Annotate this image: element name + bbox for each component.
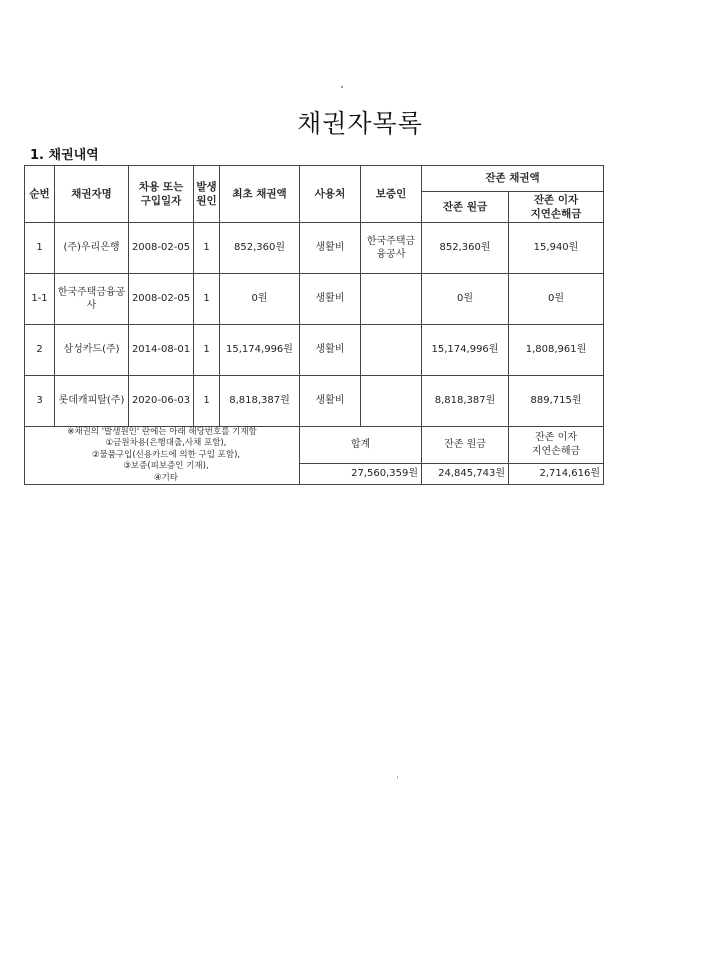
cell-creditor: (주)우리은행 (55, 223, 129, 274)
header-remaining-interest (509, 192, 604, 223)
cell-date: 2008-02-05 (129, 223, 194, 274)
cell-creditor-text: 한국주택금융공 사 (57, 286, 126, 311)
cell-creditor: 삼성카드(주) (55, 325, 129, 376)
note-item: ④기타 (153, 472, 179, 483)
cell-date: 2014-08-01 (129, 325, 194, 376)
cell-initial: 8,818,387원 (220, 376, 300, 427)
scan-speck (341, 86, 343, 88)
cell-creditor: 롯데캐피탈(주) (55, 376, 129, 427)
cell-guarantor (361, 223, 422, 274)
cell-principal: 15,174,996원 (422, 325, 509, 376)
table-row (25, 376, 604, 427)
cell-guarantor (361, 325, 422, 376)
header-guarantor: 보증인 (361, 166, 422, 223)
creditor-table (24, 165, 604, 485)
cell-principal: 852,360원 (422, 223, 509, 274)
totals-principal: 24,845,743원 (422, 463, 509, 485)
cell-guarantor (361, 376, 422, 427)
cell-usage: 생활비 (300, 325, 361, 376)
cell-seq: 1-1 (25, 274, 55, 325)
cell-cause: 1 (194, 376, 220, 427)
cell-principal: 0원 (422, 274, 509, 325)
header-seq: 순번 (25, 166, 55, 223)
totals-interest: 2,714,616원 (509, 463, 604, 485)
header-borrow-date-label: 차용 또는 구입일자 (138, 180, 184, 207)
note-item: ③보증(피보증인 기재), (123, 461, 209, 472)
page-title: 채권자목록 (297, 109, 423, 138)
cell-usage: 생활비 (300, 223, 361, 274)
cell-initial: 852,360원 (220, 223, 300, 274)
cell-interest: 15,940원 (509, 223, 604, 274)
totals-interest-label-cell (509, 427, 604, 464)
header-usage: 사용처 (300, 166, 361, 223)
cell-initial: 15,174,996원 (220, 325, 300, 376)
cell-interest: 1,808,961원 (509, 325, 604, 376)
cell-cause: 1 (194, 325, 220, 376)
header-remaining-interest-label: 잔존 이자 지연손해금 (530, 193, 582, 220)
section-title: 1. 채권내역 (30, 148, 99, 163)
cell-creditor (55, 274, 129, 325)
cell-guarantor (361, 274, 422, 325)
table-row (25, 223, 604, 274)
cell-cause: 1 (194, 274, 220, 325)
totals-label: 합계 (300, 427, 422, 464)
table-row (25, 274, 604, 325)
header-cause-label: 발생 원인 (196, 180, 217, 207)
cell-guarantor-text: 한국주택금 융공사 (366, 235, 416, 260)
cell-interest: 889,715원 (509, 376, 604, 427)
cause-notes (25, 427, 300, 485)
note-item: ②물품구입(신용카드에 의한 구입 포함), (91, 449, 241, 460)
note-item: ①금원차용(은행대출,사채 포함), (105, 438, 227, 449)
header-remaining-group: 잔존 채권액 (422, 166, 604, 192)
note-intro: ※채권의 '발생원인' 란에는 아래 해당번호를 기재함 (67, 427, 257, 437)
cell-seq: 2 (25, 325, 55, 376)
scan-speck (397, 776, 398, 779)
cell-principal: 8,818,387원 (422, 376, 509, 427)
header-borrow-date (129, 166, 194, 223)
header-initial-amount: 최초 채권액 (220, 166, 300, 223)
cell-seq: 1 (25, 223, 55, 274)
totals-interest-label: 잔존 이자 지연손해금 (531, 432, 581, 457)
cell-usage: 생활비 (300, 274, 361, 325)
cell-cause: 1 (194, 223, 220, 274)
header-row (25, 166, 604, 192)
totals-label-row (25, 427, 604, 464)
header-creditor: 채권자명 (55, 166, 129, 223)
table-row (25, 325, 604, 376)
totals-principal-label: 잔존 원금 (422, 427, 509, 464)
totals-total: 27,560,359원 (300, 463, 422, 485)
header-cause (194, 166, 220, 223)
cell-seq: 3 (25, 376, 55, 427)
header-remaining-principal: 잔존 원금 (422, 192, 509, 223)
cell-usage: 생활비 (300, 376, 361, 427)
cell-date: 2020-06-03 (129, 376, 194, 427)
cell-date: 2008-02-05 (129, 274, 194, 325)
cell-interest: 0원 (509, 274, 604, 325)
cell-initial: 0원 (220, 274, 300, 325)
